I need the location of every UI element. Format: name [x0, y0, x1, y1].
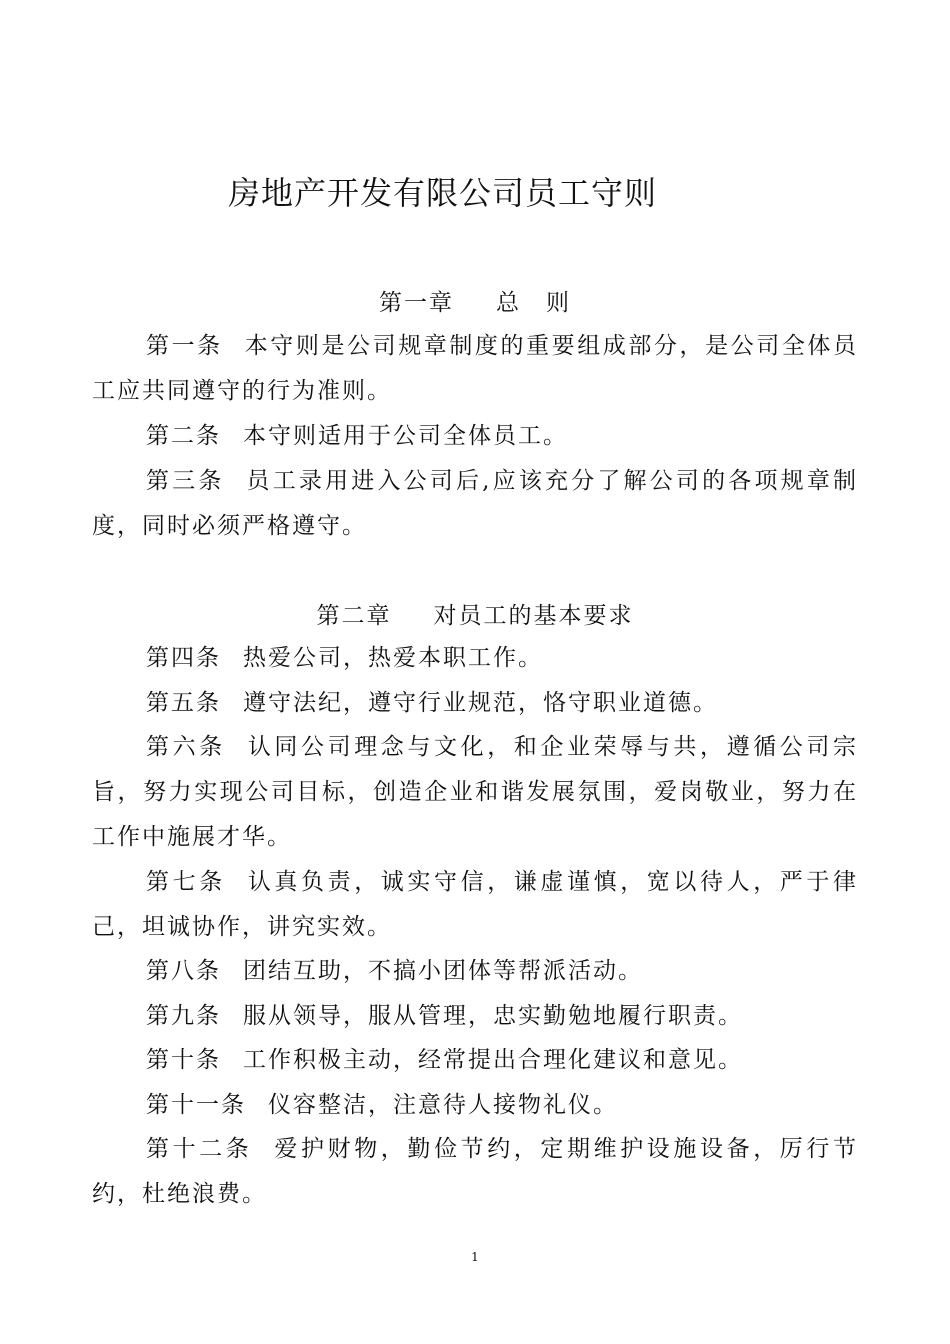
article-text: 爱护财物，勤俭节约，定期维护设施设备，厉行节约，杜绝浪费。: [92, 1136, 859, 1207]
document-title: 房地产开发有限公司员工守则: [227, 174, 657, 212]
article-number: 第六条: [146, 734, 226, 760]
article-paragraph: [92, 994, 858, 1039]
article-number: 第四条: [146, 645, 221, 671]
article-text: 遵守法纪，遵守行业规范，恪守职业道德。: [243, 690, 718, 716]
article-paragraph: [92, 1083, 858, 1128]
article-text: 热爱公司，热爱本职工作。: [243, 645, 543, 671]
article-paragraph: [92, 860, 858, 950]
article-number: 第九条: [146, 1003, 221, 1029]
chapter-title: 对员工的基本要求: [433, 603, 634, 629]
article-number: 第八条: [146, 958, 221, 984]
article-text: 员工录用进入公司后,应该充分了解公司的各项规章制度，同时必须严格遵守。: [92, 468, 859, 539]
article-text: 本守则适用于公司全体员工。: [243, 423, 568, 449]
article-paragraph: [92, 636, 858, 681]
article-text: 工作积极主动，经常提出合理化建议和意见。: [243, 1047, 743, 1073]
article-number: 第五条: [146, 690, 221, 716]
article-text: 本守则是公司规章制度的重要组成部分，是公司全体员工应共同遵守的行为准则。: [92, 333, 859, 404]
article-paragraph: [92, 949, 858, 994]
article-paragraph: [92, 725, 858, 860]
article-paragraph: [92, 414, 858, 459]
article-text: 团结互助，不搞小团体等帮派活动。: [243, 958, 643, 984]
article-paragraph: [92, 681, 858, 726]
article-paragraph: [92, 1038, 858, 1083]
article-text: 认真负责，诚实守信，谦虚谨慎，宽以待人，严于律己，坦诚协作，讲究实效。: [92, 869, 859, 940]
article-number: 第十二条: [146, 1136, 253, 1162]
article-paragraph: [92, 1127, 858, 1217]
chapter-heading: [0, 284, 950, 317]
chapter-heading: [0, 597, 950, 630]
article-number: 第十一条: [146, 1092, 246, 1118]
chapter-number: 第二章: [316, 603, 392, 629]
article-number: 第一条: [146, 333, 223, 359]
article-number: 第二条: [146, 423, 221, 449]
page-number: 1: [471, 1250, 479, 1264]
article-number: 第三条: [146, 468, 225, 494]
article-text: 认同公司理念与文化，和企业荣辱与共，遵循公司宗旨，努力实现公司目标，创造企业和谐发展氛围，爱岗敬业，努力在工作中施展才华。: [92, 734, 859, 850]
chapter-title: 总 则: [496, 290, 571, 316]
article-paragraph: [92, 324, 858, 414]
article-number: 第七条: [146, 869, 226, 895]
article-number: 第十条: [146, 1047, 221, 1073]
article-paragraph: [92, 459, 858, 549]
article-text: 服从领导，服从管理，忠实勤勉地履行职责。: [243, 1003, 743, 1029]
chapter-number: 第一章: [379, 290, 454, 316]
article-text: 仪容整洁，注意待人接物礼仪。: [268, 1092, 618, 1118]
